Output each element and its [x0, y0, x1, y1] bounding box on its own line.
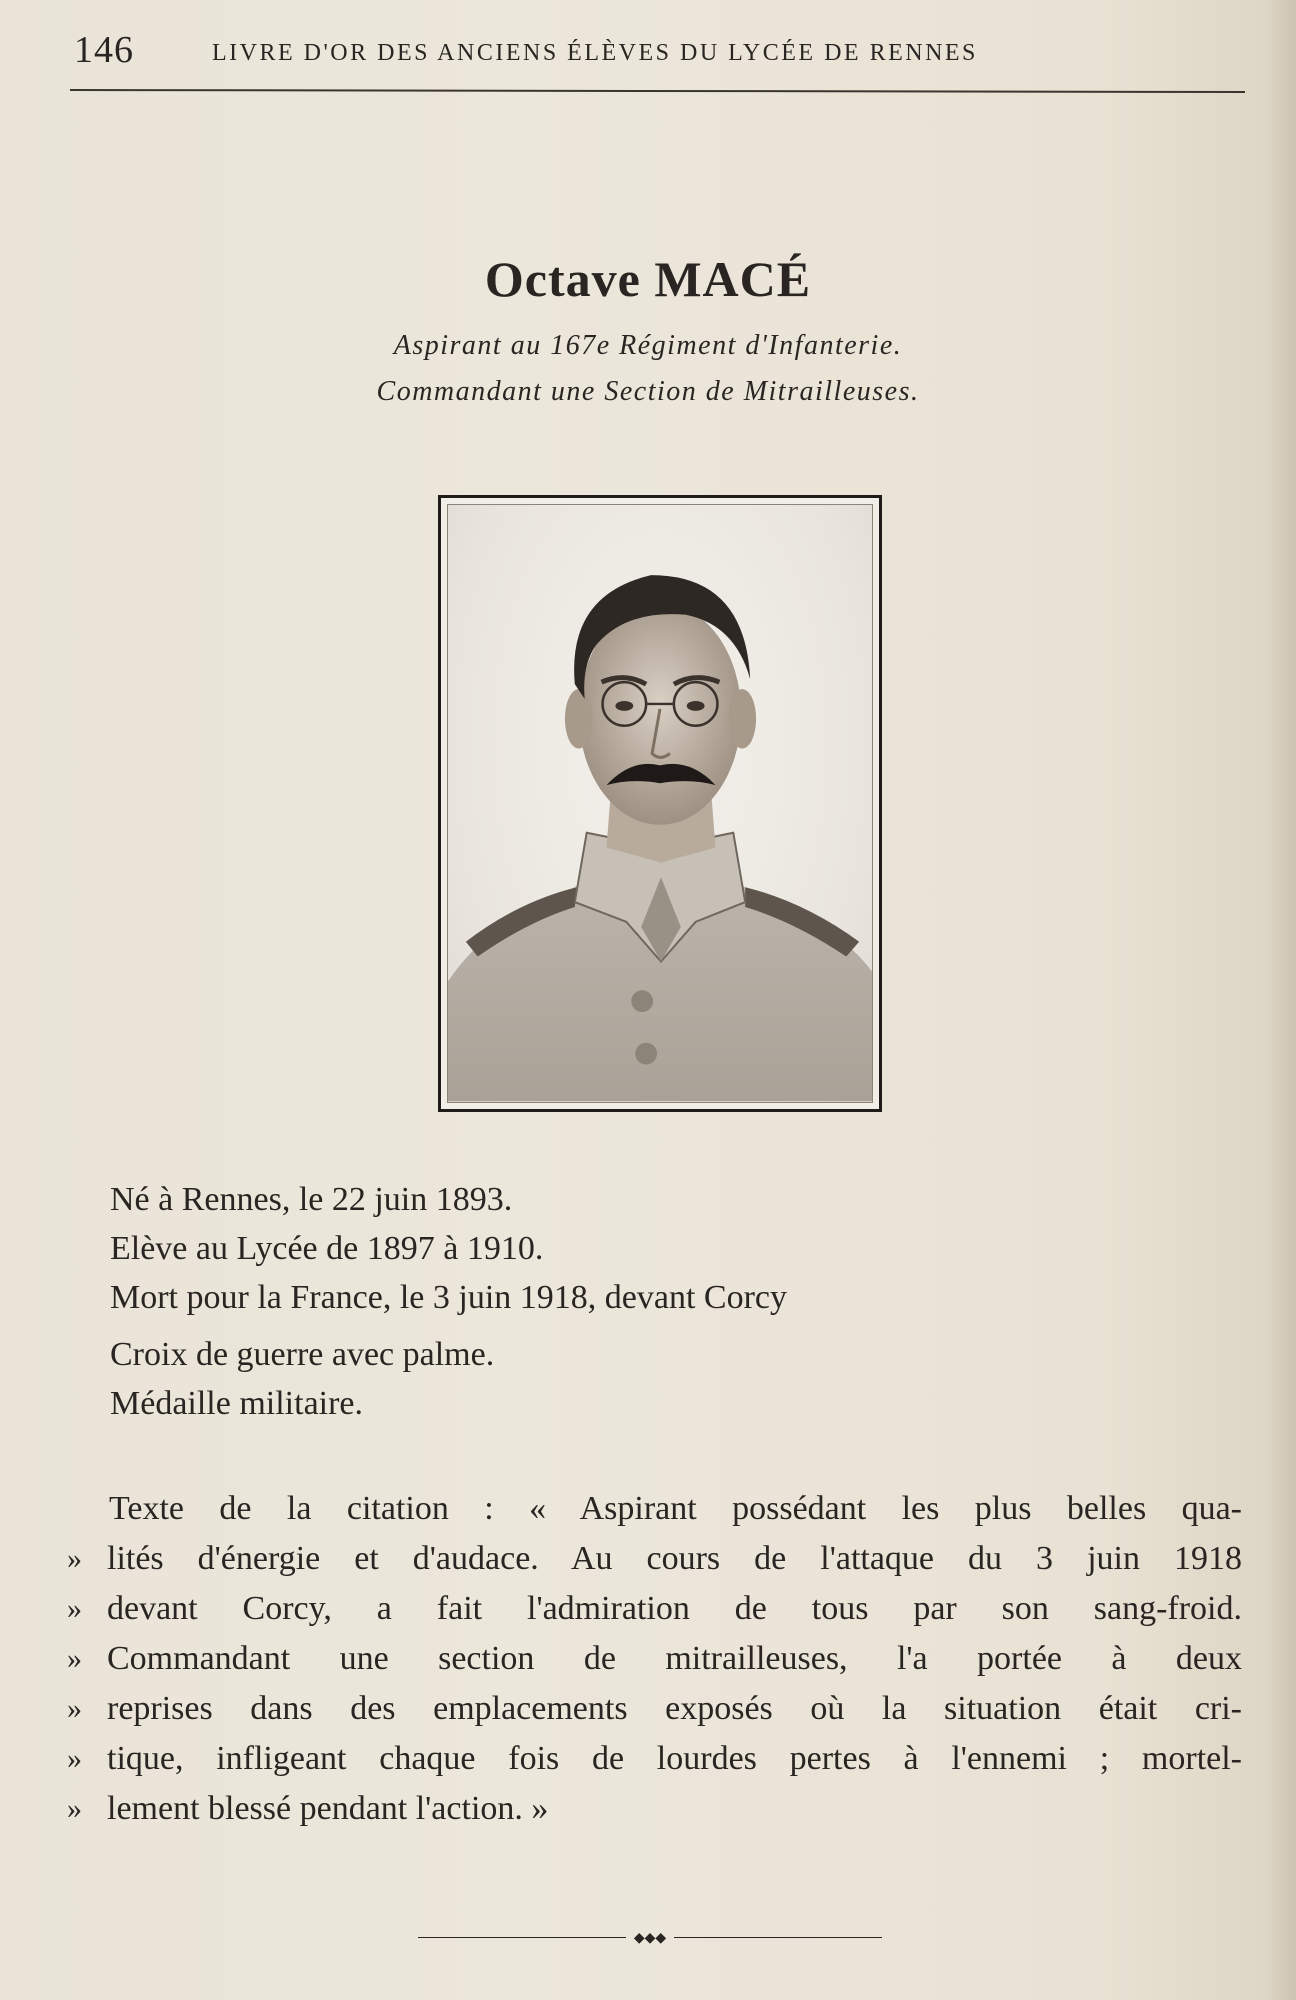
- bio-military-medal: Médaille militaire.: [110, 1385, 364, 1422]
- end-ornament: [418, 1932, 882, 1944]
- citation-line: » Commandant une section de mitrailleuses, l'a portée à deux: [67, 1634, 1242, 1684]
- quote-mark: »: [67, 1742, 82, 1775]
- biography: [110, 1175, 1240, 1428]
- citation-line: Texte de la citation : « Aspirant possédant les plus belles qua-: [109, 1490, 1242, 1527]
- quote-mark: »: [67, 1642, 82, 1675]
- bio-school: Elève au Lycée de 1897 à 1910.: [110, 1230, 544, 1267]
- citation: [67, 1484, 1242, 1834]
- bio-cross-of-war: Croix de guerre avec palme.: [110, 1336, 495, 1373]
- entry-name: Octave MACÉ: [484, 251, 812, 307]
- portrait-figure: [448, 505, 872, 1102]
- entry-rank: Aspirant au 167e Régiment d'Infanterie.: [393, 330, 903, 361]
- running-title: LIVRE D'OR DES ANCIENS ÉLÈVES DU LYCÉE DE RENNES: [212, 40, 978, 66]
- portrait-frame: [438, 495, 882, 1112]
- ornament-rule-right: [674, 1937, 882, 1938]
- entry-role: Commandant une Section de Mitrailleuses.: [376, 376, 920, 407]
- ornament-rule-left: [418, 1937, 626, 1938]
- header-rule: [70, 89, 1245, 93]
- citation-line: » tique, infligeant chaque fois de lourdes pertes à l'ennemi ; mortel-: [67, 1734, 1242, 1784]
- quote-mark: »: [67, 1692, 82, 1725]
- citation-line: » reprises dans des emplacements exposés où la situation était cri-: [67, 1684, 1242, 1734]
- bio-death: Mort pour la France, le 3 juin 1918, devant Corcy: [110, 1279, 788, 1316]
- running-header: [72, 28, 1242, 88]
- quote-mark: »: [67, 1542, 82, 1575]
- citation-line: » devant Corcy, a fait l'admiration de tous par son sang-froid.: [67, 1584, 1242, 1634]
- page-number: 146: [74, 29, 134, 71]
- citation-line: » lement blessé pendant l'action. »: [67, 1784, 1242, 1834]
- diamond-ornament-icon: ◆◆◆: [633, 1930, 667, 1946]
- quote-mark: »: [67, 1792, 82, 1825]
- quote-mark: »: [67, 1592, 82, 1625]
- portrait-photo: [447, 504, 873, 1103]
- bio-birth: Né à Rennes, le 22 juin 1893.: [110, 1181, 513, 1218]
- citation-line: » lités d'énergie et d'audace. Au cours de l'attaque du 3 juin 1918: [67, 1534, 1242, 1584]
